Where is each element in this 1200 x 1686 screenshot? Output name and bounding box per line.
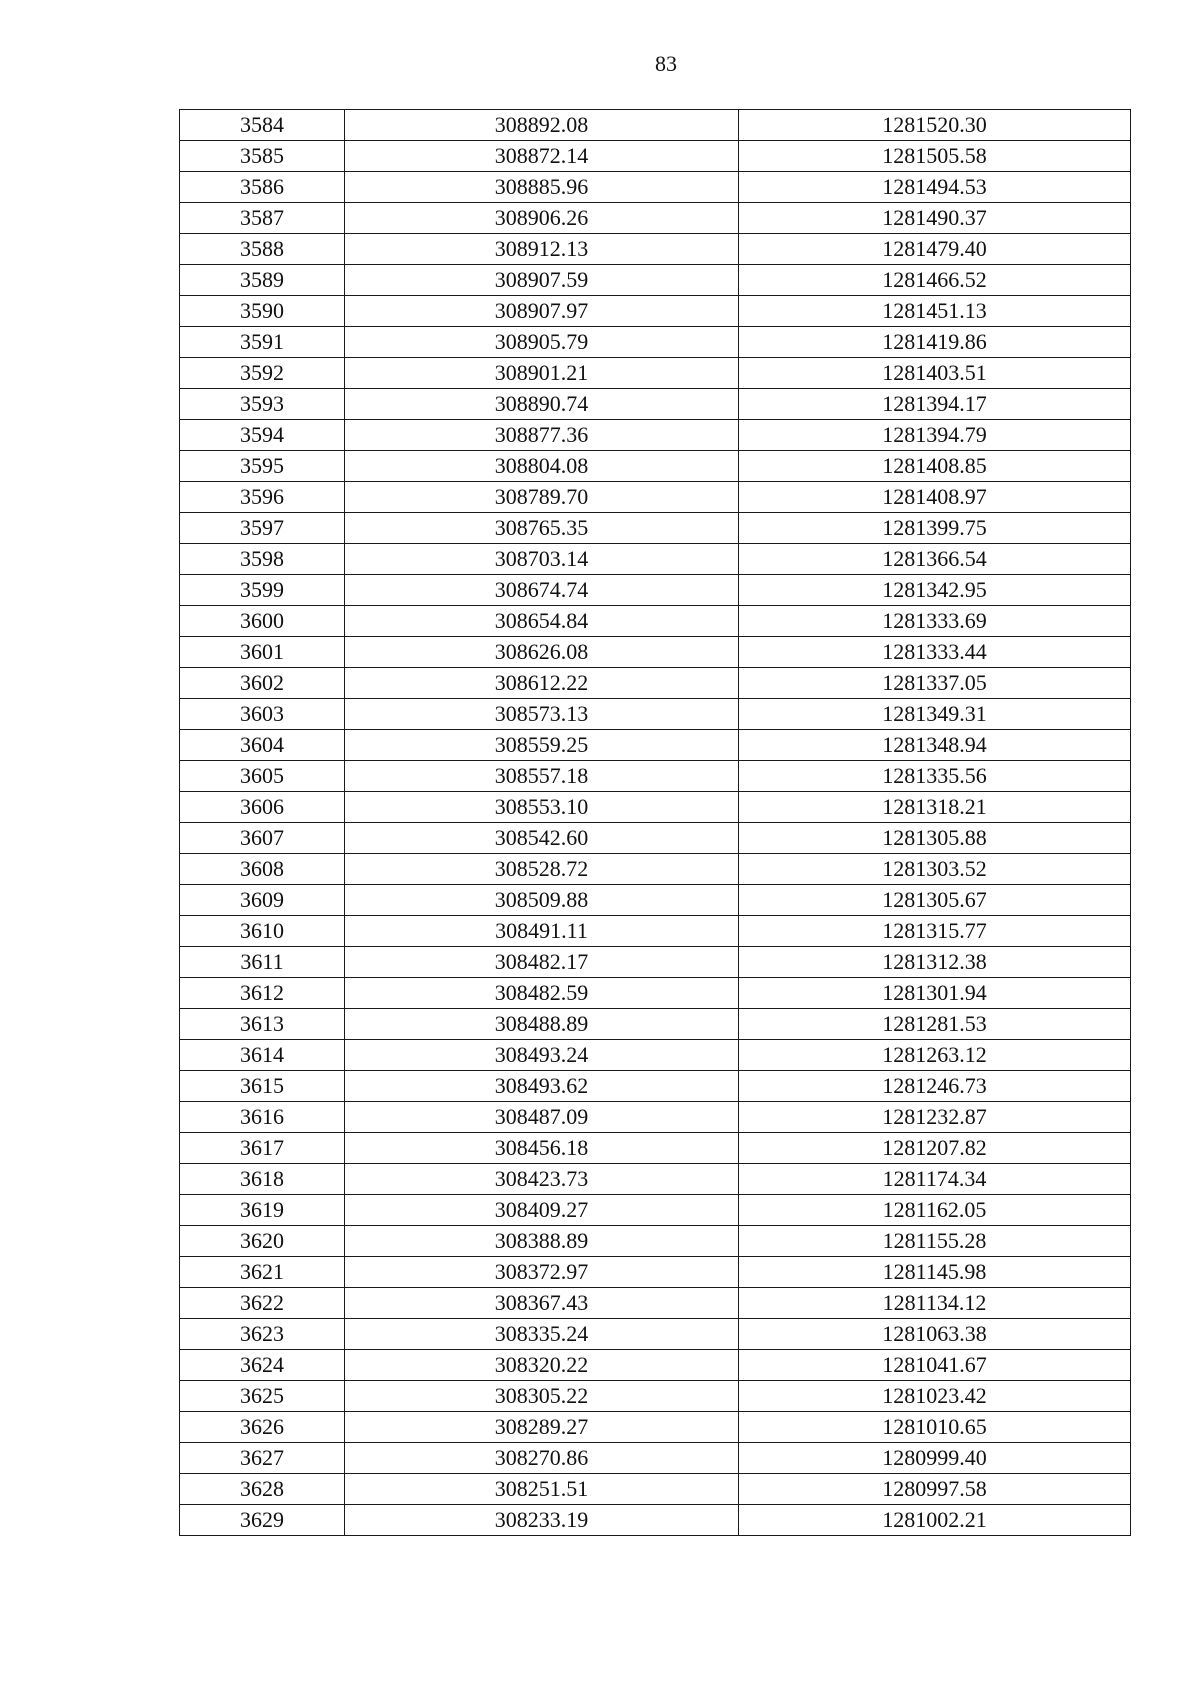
table-row (180, 1040, 1131, 1071)
y-coordinate-cell: 1281162.05 (739, 1195, 1131, 1226)
x-coordinate-cell: 308901.21 (345, 358, 739, 389)
y-coordinate-cell: 1281451.13 (739, 296, 1131, 327)
point-id-cell: 3624 (180, 1350, 345, 1381)
point-id-cell: 3584 (180, 110, 345, 141)
y-coordinate-cell: 1281207.82 (739, 1133, 1131, 1164)
x-coordinate-cell: 308626.08 (345, 637, 739, 668)
point-id-cell: 3618 (180, 1164, 345, 1195)
point-id-cell: 3611 (180, 947, 345, 978)
point-id-cell: 3614 (180, 1040, 345, 1071)
x-coordinate-cell: 308765.35 (345, 513, 739, 544)
x-coordinate-cell: 308488.89 (345, 1009, 739, 1040)
point-id-cell: 3613 (180, 1009, 345, 1040)
y-coordinate-cell: 1281342.95 (739, 575, 1131, 606)
point-id-cell: 3600 (180, 606, 345, 637)
y-coordinate-cell: 1281232.87 (739, 1102, 1131, 1133)
point-id-cell: 3592 (180, 358, 345, 389)
x-coordinate-cell: 308270.86 (345, 1443, 739, 1474)
point-id-cell: 3610 (180, 916, 345, 947)
table-row (180, 947, 1131, 978)
y-coordinate-cell: 1281520.30 (739, 110, 1131, 141)
x-coordinate-cell: 308367.43 (345, 1288, 739, 1319)
x-coordinate-cell: 308542.60 (345, 823, 739, 854)
x-coordinate-cell: 308906.26 (345, 203, 739, 234)
table-row (180, 823, 1131, 854)
y-coordinate-cell: 1281479.40 (739, 234, 1131, 265)
point-id-cell: 3586 (180, 172, 345, 203)
x-coordinate-cell: 308320.22 (345, 1350, 739, 1381)
table-row (180, 1350, 1131, 1381)
point-id-cell: 3585 (180, 141, 345, 172)
y-coordinate-cell: 1281002.21 (739, 1505, 1131, 1536)
point-id-cell: 3604 (180, 730, 345, 761)
y-coordinate-cell: 1281305.67 (739, 885, 1131, 916)
x-coordinate-cell: 308905.79 (345, 327, 739, 358)
point-id-cell: 3617 (180, 1133, 345, 1164)
table-row (180, 792, 1131, 823)
x-coordinate-cell: 308877.36 (345, 420, 739, 451)
table-row (180, 916, 1131, 947)
table-row (180, 110, 1131, 141)
point-id-cell: 3621 (180, 1257, 345, 1288)
y-coordinate-cell: 1281303.52 (739, 854, 1131, 885)
point-id-cell: 3597 (180, 513, 345, 544)
y-coordinate-cell: 1281348.94 (739, 730, 1131, 761)
table-row (180, 885, 1131, 916)
table-row (180, 575, 1131, 606)
table-row (180, 265, 1131, 296)
x-coordinate-cell: 308789.70 (345, 482, 739, 513)
x-coordinate-cell: 308557.18 (345, 761, 739, 792)
table-row (180, 1133, 1131, 1164)
x-coordinate-cell: 308612.22 (345, 668, 739, 699)
point-id-cell: 3608 (180, 854, 345, 885)
table-row (180, 1381, 1131, 1412)
x-coordinate-cell: 308456.18 (345, 1133, 739, 1164)
x-coordinate-cell: 308890.74 (345, 389, 739, 420)
table-row (180, 1195, 1131, 1226)
y-coordinate-cell: 1281408.85 (739, 451, 1131, 482)
y-coordinate-cell: 1281494.53 (739, 172, 1131, 203)
x-coordinate-cell: 308305.22 (345, 1381, 739, 1412)
point-id-cell: 3589 (180, 265, 345, 296)
point-id-cell: 3609 (180, 885, 345, 916)
y-coordinate-cell: 1281312.38 (739, 947, 1131, 978)
x-coordinate-cell: 308654.84 (345, 606, 739, 637)
table-row (180, 1474, 1131, 1505)
y-coordinate-cell: 1281174.34 (739, 1164, 1131, 1195)
coordinate-table (179, 109, 1131, 1536)
x-coordinate-cell: 308907.59 (345, 265, 739, 296)
table-row (180, 1412, 1131, 1443)
table-row (180, 420, 1131, 451)
table-row (180, 1009, 1131, 1040)
x-coordinate-cell: 308872.14 (345, 141, 739, 172)
x-coordinate-cell: 308482.59 (345, 978, 739, 1009)
point-id-cell: 3622 (180, 1288, 345, 1319)
x-coordinate-cell: 308804.08 (345, 451, 739, 482)
table-row (180, 1319, 1131, 1350)
table-row (180, 203, 1131, 234)
y-coordinate-cell: 1281408.97 (739, 482, 1131, 513)
x-coordinate-cell: 308528.72 (345, 854, 739, 885)
point-id-cell: 3615 (180, 1071, 345, 1102)
y-coordinate-cell: 1281490.37 (739, 203, 1131, 234)
point-id-cell: 3620 (180, 1226, 345, 1257)
x-coordinate-cell: 308233.19 (345, 1505, 739, 1536)
y-coordinate-cell: 1281041.67 (739, 1350, 1131, 1381)
table-row (180, 482, 1131, 513)
point-id-cell: 3607 (180, 823, 345, 854)
table-row (180, 1102, 1131, 1133)
point-id-cell: 3605 (180, 761, 345, 792)
coordinate-table-body (180, 110, 1131, 1536)
point-id-cell: 3588 (180, 234, 345, 265)
y-coordinate-cell: 1281023.42 (739, 1381, 1131, 1412)
y-coordinate-cell: 1281337.05 (739, 668, 1131, 699)
point-id-cell: 3598 (180, 544, 345, 575)
point-id-cell: 3596 (180, 482, 345, 513)
table-row (180, 730, 1131, 761)
x-coordinate-cell: 308487.09 (345, 1102, 739, 1133)
point-id-cell: 3623 (180, 1319, 345, 1350)
point-id-cell: 3601 (180, 637, 345, 668)
table-row (180, 296, 1131, 327)
table-row (180, 1443, 1131, 1474)
y-coordinate-cell: 1281419.86 (739, 327, 1131, 358)
point-id-cell: 3619 (180, 1195, 345, 1226)
page-number: 83 (655, 51, 677, 76)
point-id-cell: 3599 (180, 575, 345, 606)
x-coordinate-cell: 308491.11 (345, 916, 739, 947)
point-id-cell: 3612 (180, 978, 345, 1009)
y-coordinate-cell: 1281394.79 (739, 420, 1131, 451)
x-coordinate-cell: 308912.13 (345, 234, 739, 265)
x-coordinate-cell: 308885.96 (345, 172, 739, 203)
x-coordinate-cell: 308892.08 (345, 110, 739, 141)
y-coordinate-cell: 1281394.17 (739, 389, 1131, 420)
x-coordinate-cell: 308907.97 (345, 296, 739, 327)
y-coordinate-cell: 1281010.65 (739, 1412, 1131, 1443)
x-coordinate-cell: 308289.27 (345, 1412, 739, 1443)
table-row (180, 1164, 1131, 1195)
point-id-cell: 3625 (180, 1381, 345, 1412)
y-coordinate-cell: 1281155.28 (739, 1226, 1131, 1257)
y-coordinate-cell: 1281505.58 (739, 141, 1131, 172)
y-coordinate-cell: 1281366.54 (739, 544, 1131, 575)
y-coordinate-cell: 1280999.40 (739, 1443, 1131, 1474)
point-id-cell: 3591 (180, 327, 345, 358)
point-id-cell: 3593 (180, 389, 345, 420)
table-row (180, 1505, 1131, 1536)
table-row (180, 141, 1131, 172)
x-coordinate-cell: 308388.89 (345, 1226, 739, 1257)
x-coordinate-cell: 308559.25 (345, 730, 739, 761)
table-row (180, 513, 1131, 544)
table-row (180, 358, 1131, 389)
x-coordinate-cell: 308251.51 (345, 1474, 739, 1505)
point-id-cell: 3590 (180, 296, 345, 327)
x-coordinate-cell: 308423.73 (345, 1164, 739, 1195)
table-row (180, 327, 1131, 358)
y-coordinate-cell: 1281335.56 (739, 761, 1131, 792)
table-row (180, 1257, 1131, 1288)
y-coordinate-cell: 1281315.77 (739, 916, 1131, 947)
y-coordinate-cell: 1281281.53 (739, 1009, 1131, 1040)
y-coordinate-cell: 1281134.12 (739, 1288, 1131, 1319)
point-id-cell: 3627 (180, 1443, 345, 1474)
y-coordinate-cell: 1281263.12 (739, 1040, 1131, 1071)
table-row (180, 1288, 1131, 1319)
y-coordinate-cell: 1281318.21 (739, 792, 1131, 823)
x-coordinate-cell: 308493.62 (345, 1071, 739, 1102)
point-id-cell: 3626 (180, 1412, 345, 1443)
y-coordinate-cell: 1281305.88 (739, 823, 1131, 854)
x-coordinate-cell: 308482.17 (345, 947, 739, 978)
y-coordinate-cell: 1281399.75 (739, 513, 1131, 544)
y-coordinate-cell: 1281063.38 (739, 1319, 1131, 1350)
x-coordinate-cell: 308372.97 (345, 1257, 739, 1288)
table-row (180, 761, 1131, 792)
table-row (180, 854, 1131, 885)
table-row (180, 1226, 1131, 1257)
y-coordinate-cell: 1281145.98 (739, 1257, 1131, 1288)
table-row (180, 699, 1131, 730)
y-coordinate-cell: 1281333.69 (739, 606, 1131, 637)
point-id-cell: 3594 (180, 420, 345, 451)
table-row (180, 234, 1131, 265)
point-id-cell: 3616 (180, 1102, 345, 1133)
table-row (180, 544, 1131, 575)
x-coordinate-cell: 308335.24 (345, 1319, 739, 1350)
y-coordinate-cell: 1281301.94 (739, 978, 1131, 1009)
y-coordinate-cell: 1280997.58 (739, 1474, 1131, 1505)
y-coordinate-cell: 1281466.52 (739, 265, 1131, 296)
point-id-cell: 3629 (180, 1505, 345, 1536)
point-id-cell: 3602 (180, 668, 345, 699)
table-row (180, 451, 1131, 482)
y-coordinate-cell: 1281333.44 (739, 637, 1131, 668)
point-id-cell: 3628 (180, 1474, 345, 1505)
x-coordinate-cell: 308573.13 (345, 699, 739, 730)
table-row (180, 606, 1131, 637)
x-coordinate-cell: 308493.24 (345, 1040, 739, 1071)
table-row (180, 1071, 1131, 1102)
point-id-cell: 3606 (180, 792, 345, 823)
y-coordinate-cell: 1281246.73 (739, 1071, 1131, 1102)
table-row (180, 978, 1131, 1009)
table-row (180, 389, 1131, 420)
x-coordinate-cell: 308553.10 (345, 792, 739, 823)
y-coordinate-cell: 1281349.31 (739, 699, 1131, 730)
x-coordinate-cell: 308409.27 (345, 1195, 739, 1226)
table-row (180, 172, 1131, 203)
x-coordinate-cell: 308509.88 (345, 885, 739, 916)
point-id-cell: 3587 (180, 203, 345, 234)
table-row (180, 668, 1131, 699)
table-row (180, 637, 1131, 668)
point-id-cell: 3603 (180, 699, 345, 730)
x-coordinate-cell: 308703.14 (345, 544, 739, 575)
point-id-cell: 3595 (180, 451, 345, 482)
y-coordinate-cell: 1281403.51 (739, 358, 1131, 389)
x-coordinate-cell: 308674.74 (345, 575, 739, 606)
